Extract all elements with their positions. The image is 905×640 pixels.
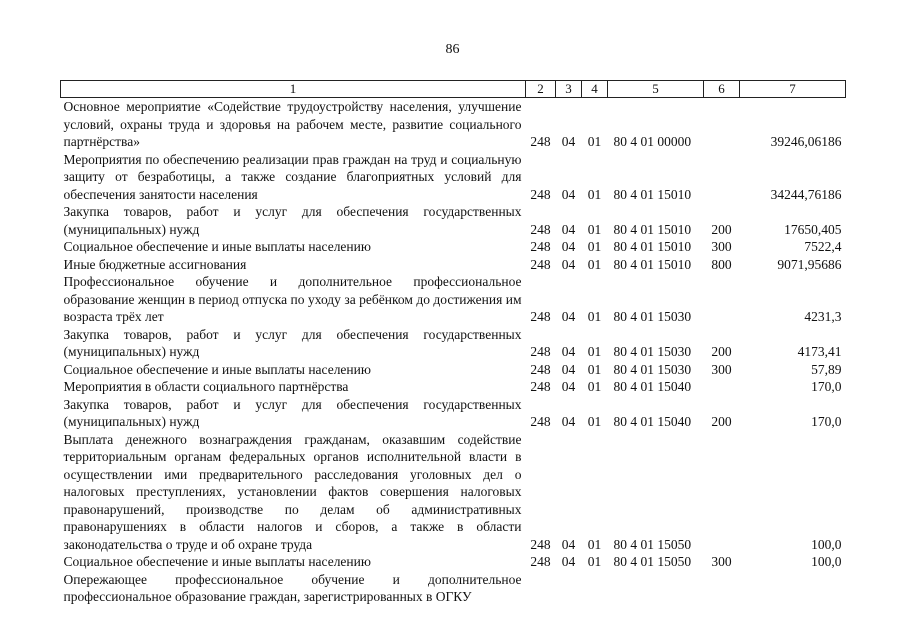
table-row [61, 238, 846, 256]
row-expense-type: 200 [711, 414, 732, 429]
row-description: Выплата денежного вознаграждения гражданам, оказавшим содействие территориальным органам федеральных органов исполнительной власти в осуществлении ими предварительного расследования уголовных дел о налоговых преступлениях, установлении фактов совершения налоговых правонарушений, производстве по делам об административных правонарушениях в области налогов и сборов, а также в области законодательства о труде и об охране труда [63, 431, 522, 552]
row-section-code: 04 [561, 239, 576, 254]
row-amount: 100,0 [811, 554, 842, 569]
row-target-article: 80 4 01 15050 [613, 536, 692, 552]
row-description: Основное мероприятие «Содействие трудоустройству населения, улучшение условий, охраны труда и здоровья на рабочем месте, развитие социального партнёрства» [63, 99, 522, 149]
row-description: Мероприятия по обеспечению реализации прав граждан на труд и социальную защиту от безработицы, а также создание благоприятных условий для обеспечения занятости населения [63, 151, 522, 202]
row-target-article: 80 4 01 15050 [613, 554, 692, 569]
header-cell-2: 2 [526, 81, 556, 98]
row-expense-type: 300 [711, 361, 732, 377]
row-subsection-code: 01 [587, 309, 602, 324]
header-cell-6: 6 [704, 81, 740, 98]
table-row [61, 378, 846, 396]
header-cell-4: 4 [582, 81, 608, 98]
row-section-code: 04 [561, 414, 576, 429]
row-expense-type: 300 [711, 239, 732, 254]
row-subsection-code [582, 571, 608, 606]
header-cell-5: 5 [608, 81, 704, 98]
row-amount: 57,89 [811, 361, 842, 377]
row-section-code: 04 [561, 221, 576, 237]
row-subsection-code: 01 [587, 221, 602, 237]
row-amount: 4231,3 [804, 309, 842, 324]
table-row [61, 326, 846, 361]
row-section-code [556, 571, 582, 606]
row-expense-type [704, 273, 740, 326]
table-row [61, 98, 846, 151]
row-amount: 170,0 [811, 414, 842, 429]
table-header-row [61, 81, 846, 98]
row-target-article: 80 4 01 15040 [613, 379, 692, 394]
row-expense-type: 800 [711, 256, 732, 272]
row-description: Профессиональное обучение и дополнительное профессиональное образование женщин в период отпуска по уходу за ребёнком до достижения им возраста трёх лет [63, 274, 522, 324]
row-admin-code: 248 [530, 134, 551, 149]
row-section-code: 04 [561, 256, 576, 272]
row-description: Закупка товаров, работ и услуг для обеспечения государственных (муниципальных) нужд [63, 204, 522, 237]
row-admin-code: 248 [530, 414, 551, 429]
row-amount: 39246,06186 [770, 134, 842, 149]
row-subsection-code: 01 [587, 414, 602, 429]
row-amount [740, 571, 846, 606]
table-row [61, 361, 846, 379]
table-row [61, 273, 846, 326]
row-amount: 7522,4 [804, 239, 842, 254]
row-description: Опережающее профессиональное обучение и дополнительное профессиональное образование граждан, зарегистрированных в ОГКУ [63, 571, 522, 604]
row-amount: 9071,95686 [777, 256, 842, 272]
row-description: Социальное обеспечение и иные выплаты населению [63, 554, 371, 569]
row-section-code: 04 [561, 186, 576, 202]
row-section-code: 04 [561, 361, 576, 377]
table-row [61, 396, 846, 431]
row-admin-code: 248 [530, 186, 551, 202]
row-section-code: 04 [561, 309, 576, 324]
row-target-article: 80 4 01 15010 [613, 221, 692, 237]
row-amount: 34244,76186 [770, 186, 842, 202]
row-target-article: 80 4 01 15030 [613, 344, 692, 359]
row-expense-type [704, 378, 740, 396]
row-amount: 4173,41 [797, 344, 842, 359]
row-admin-code: 248 [530, 379, 551, 394]
row-subsection-code: 01 [587, 239, 602, 254]
row-subsection-code: 01 [587, 361, 602, 377]
row-admin-code: 248 [530, 221, 551, 237]
row-target-article [608, 571, 704, 606]
row-amount: 100,0 [811, 536, 842, 552]
row-subsection-code: 01 [587, 256, 602, 272]
row-description: Иные бюджетные ассигнования [63, 256, 247, 272]
table-row [61, 571, 846, 606]
page-number: 86 [445, 42, 460, 57]
table-row [61, 256, 846, 274]
row-admin-code: 248 [530, 361, 551, 377]
row-subsection-code: 01 [587, 344, 602, 359]
row-target-article: 80 4 01 15010 [613, 256, 692, 272]
row-description: Социальное обеспечение и иные выплаты населению [63, 239, 371, 254]
row-admin-code: 248 [530, 256, 551, 272]
header-cell-3: 3 [556, 81, 582, 98]
row-description: Закупка товаров, работ и услуг для обеспечения государственных (муниципальных) нужд [63, 326, 522, 359]
table-row [61, 203, 846, 238]
row-target-article: 80 4 01 15010 [613, 186, 692, 202]
row-description: Мероприятия в области социального партнёрства [63, 379, 349, 394]
row-subsection-code: 01 [587, 186, 602, 202]
row-section-code: 04 [561, 536, 576, 552]
row-admin-code [526, 571, 556, 606]
row-subsection-code: 01 [587, 379, 602, 394]
row-admin-code: 248 [530, 239, 551, 254]
header-cell-1: 1 [61, 81, 526, 98]
row-expense-type: 200 [711, 221, 732, 237]
row-expense-type [704, 151, 740, 204]
row-amount: 170,0 [811, 379, 842, 394]
table-row [61, 553, 846, 571]
row-expense-type: 200 [711, 344, 732, 359]
row-description: Закупка товаров, работ и услуг для обеспечения государственных (муниципальных) нужд [63, 396, 522, 429]
row-admin-code: 248 [530, 536, 551, 552]
row-target-article: 80 4 01 00000 [613, 134, 692, 149]
table-body [61, 98, 846, 606]
header-cell-7: 7 [740, 81, 846, 98]
row-subsection-code: 01 [587, 134, 602, 149]
row-target-article: 80 4 01 15030 [613, 309, 692, 324]
row-expense-type [704, 431, 740, 554]
row-target-article: 80 4 01 15040 [613, 414, 692, 429]
row-section-code: 04 [561, 554, 576, 569]
table-row [61, 151, 846, 204]
row-target-article: 80 4 01 15010 [613, 239, 692, 254]
table-row [61, 431, 846, 554]
row-expense-type [704, 98, 740, 151]
row-subsection-code: 01 [587, 536, 602, 552]
row-description: Социальное обеспечение и иные выплаты населению [63, 361, 371, 377]
row-section-code: 04 [561, 379, 576, 394]
row-section-code: 04 [561, 344, 576, 359]
row-expense-type [704, 571, 740, 606]
row-admin-code: 248 [530, 554, 551, 569]
row-subsection-code: 01 [587, 554, 602, 569]
row-amount: 17650,405 [784, 221, 842, 237]
row-section-code: 04 [561, 134, 576, 149]
row-expense-type: 300 [711, 554, 732, 569]
row-admin-code: 248 [530, 344, 551, 359]
row-target-article: 80 4 01 15030 [613, 361, 692, 377]
row-admin-code: 248 [530, 309, 551, 324]
budget-table [60, 80, 846, 606]
